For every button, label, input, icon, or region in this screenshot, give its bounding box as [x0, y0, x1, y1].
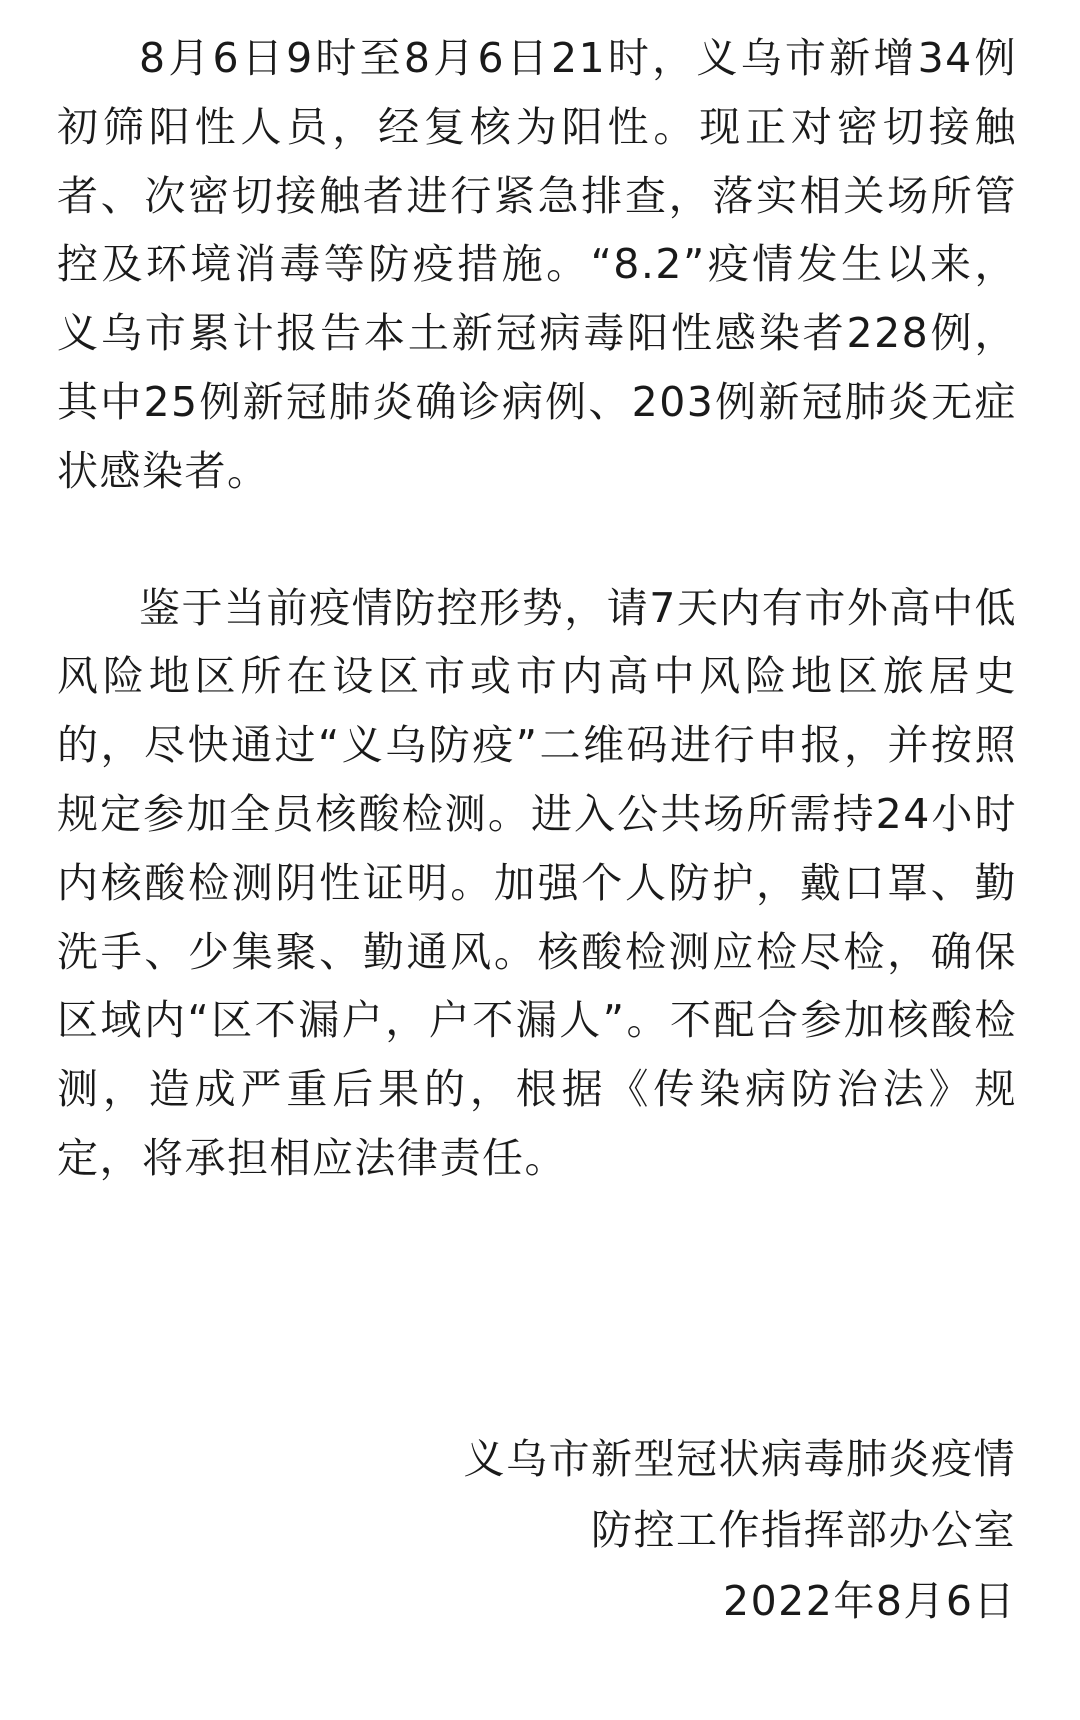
- issuer-signature: [464, 1424, 1017, 1637]
- issue-date: 2022年8月6日: [722, 1577, 1016, 1625]
- paragraph-prevention-requirements: 鉴于当前疫情防控形势，请7天内有市外高中低风险地区所在设区市或市内高中风险地区旅居史的，尽快通过“义乌防疫”二维码进行申报，并按照规定参加全员核酸检测。进入公共场所需持24小时内核酸检测阴性证明。加强个人防护，戴口罩、勤洗手、少集聚、勤通风。核酸检测应检尽检，确保区域内“区不漏户，户不漏人”。不配合参加核酸检测，造成严重后果的，根据《传染病防治法》规定，将承担相应法律责任。: [57, 583, 1017, 1182]
- notice-body: [57, 24, 1017, 1193]
- issuer-name-line-1: 义乌市新型冠状病毒肺炎疫情: [463, 1435, 1016, 1483]
- paragraph-case-report: 8月6日9时至8月6日21时，义乌市新增34例初筛阳性人员，经复核为阳性。现正对密切接触者、次密切接触者进行紧急排查，落实相关场所管控及环境消毒等防疫措施。“8.2”疫情发生以来，义乌市累计报告本土新冠病毒阳性感染者228例，其中25例新冠肺炎确诊病例、203例新冠肺炎无症状感染者。: [57, 34, 1017, 495]
- issuer-name-line-2: 防控工作指挥部办公室: [591, 1506, 1016, 1554]
